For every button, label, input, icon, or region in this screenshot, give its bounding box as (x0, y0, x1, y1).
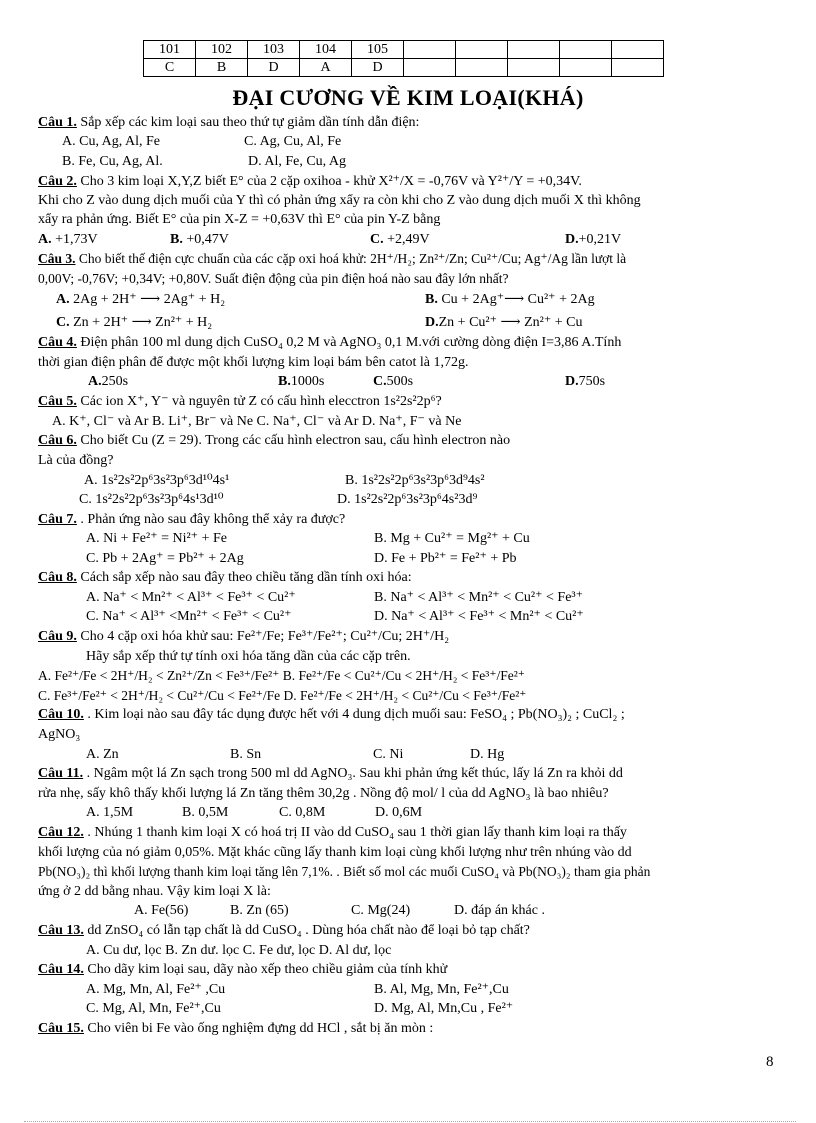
option-letter: B. (278, 374, 291, 389)
options-row: A. K⁺, Cl⁻ và Ar B. Li⁺, Br⁻ và Ne C. Na⁺, Cl⁻ và Ar D. Na⁺, F⁻ và Ne (52, 414, 462, 429)
question-text: Cho biết thế điện cực chuẩn của các cặp oxi hoá khử: 2H⁺/H₂; Zn²⁺/Zn; Cu²⁺/Cu; Ag⁺/Ag lần lượt là (75, 251, 627, 266)
question-text: rửa nhẹ, sấy khô thấy khối lượng lá Zn tăng thêm 30,2g . Nồng độ mol/ l của dd AgNO₃ là bao nhiêu? (38, 786, 609, 801)
answer-table-cell: 102 (196, 41, 248, 59)
option-b: B. 1s²2s²2p⁶3s²3p⁶3d⁹4s² (345, 473, 485, 488)
option-text: +0,21V (578, 232, 622, 247)
option-c (370, 231, 430, 248)
question-text: AgNO₃ (38, 727, 81, 742)
question-text: ứng ở 2 dd bằng nhau. Vậy kim loại X là: (38, 884, 271, 899)
question-text: xẩy ra phản ứng. Biết E° của pin X-Z = +0,63V thì E° của pin Y-Z bằng (38, 212, 441, 227)
option-letter: D. (565, 374, 579, 389)
options-row: C. Fe³⁺/Fe²⁺ < 2H⁺/H₂ < Cu²⁺/Cu < Fe²⁺/Fe D. Fe²⁺/Fe < 2H⁺/H₂ < Cu²⁺/Cu < Fe³⁺/Fe²⁺ (38, 688, 527, 703)
question-9 (38, 628, 449, 645)
question-text: . Ngâm một lá Zn sạch trong 500 ml dd AgNO₃. Sau khi phản ứng kết thúc, lấy lá Zn ra khỏi dd (83, 766, 623, 781)
question-13 (38, 922, 530, 939)
answer-table-cell (456, 59, 508, 77)
answer-table-cell (612, 59, 664, 77)
option-text: Zn + 2H⁺ ⟶ Zn²⁺ + H₂ (69, 315, 213, 330)
question-text: Cách sắp xếp nào sau đây theo chiều tăng dần tính oxi hóa: (76, 570, 412, 585)
answer-table-cell (508, 41, 560, 59)
option-c: C. Ni (373, 747, 404, 762)
question-text: khối lượng của nó giảm 0,05%. Mặt khác cũng lấy thanh kim loại cùng khối lượng như trên nhúng vào dd (38, 845, 632, 860)
option-letter: A. (56, 292, 70, 307)
option-letter: A. (88, 374, 102, 389)
question-15 (38, 1020, 433, 1037)
question-text: Điện phân 100 ml dung dịch CuSO₄ 0,2 M và AgNO₃ 0,1 M.với cường dòng điện I=3,86 A.Tính (76, 335, 622, 350)
option-a: A. Mg, Mn, Al, Fe²⁺ ,Cu (86, 982, 226, 997)
option-c: C. Pb + 2Ag⁺ = Pb²⁺ + 2Ag (86, 551, 244, 566)
question-text: dd ZnSO₄ có lẫn tạp chất là dd CuSO₄ . Dùng hóa chất nào để loại bỏ tạp chất? (83, 923, 530, 938)
question-4 (38, 334, 621, 351)
option-c: C. 0,8M (279, 805, 326, 820)
option-text: Cu + 2Ag⁺⟶ Cu²⁺ + 2Ag (437, 292, 595, 307)
option-b: B. Zn (65) (230, 903, 289, 918)
option-c (56, 314, 212, 331)
answer-table-cell (404, 41, 456, 59)
question-label: Câu 5. (38, 394, 77, 409)
question-label: Câu 3. (38, 251, 76, 266)
answer-table-cell: D (352, 59, 404, 77)
option-a: A. Fe(56) (134, 903, 189, 918)
answer-table-header-row (144, 41, 664, 59)
question-text: Cho 3 kim loại X,Y,Z biết E° của 2 cặp oxihoa - khử X²⁺/X = -0,76V và Y²⁺/Y = +0,34V. (76, 174, 582, 189)
answer-table (143, 40, 664, 77)
option-a (38, 231, 98, 248)
option-b: B. 0,5M (182, 805, 229, 820)
option-letter: B. (170, 232, 183, 247)
option-c (373, 373, 413, 390)
question-label: Câu 10. (38, 707, 84, 722)
option-b: B. Mg + Cu²⁺ = Mg²⁺ + Cu (374, 531, 530, 546)
option-d (565, 231, 621, 248)
answer-table-cell: 104 (300, 41, 352, 59)
option-text: +1,73V (51, 232, 98, 247)
question-7 (38, 511, 345, 528)
question-text: Khi cho Z vào dung dịch muối của Y thì có phản ứng xẩy ra còn khi cho Z vào dung dịch muối X thì không (38, 193, 641, 208)
option-letter: C. (56, 315, 70, 330)
question-text: . Phản ứng nào sau đây không thể xảy ra được? (76, 512, 346, 527)
option-text: 500s (386, 374, 414, 389)
answer-table-cell: B (196, 59, 248, 77)
option-d: D. Na⁺ < Al³⁺ < Fe³⁺ < Mn²⁺ < Cu²⁺ (374, 609, 584, 624)
question-text: Các ion X⁺, Y⁻ và nguyên tử Z có cấu hình elecctron 1s²2s²2p⁶? (76, 394, 442, 409)
answer-table-cell: A (300, 59, 352, 77)
answer-table-cell: 101 (144, 41, 196, 59)
option-d: D. đáp án khác . (454, 903, 545, 918)
option-text: 750s (578, 374, 606, 389)
option-a (56, 291, 225, 308)
question-11 (38, 765, 623, 782)
option-d (565, 373, 605, 390)
option-text: 2Ag + 2H⁺ ⟶ 2Ag⁺ + H₂ (69, 292, 226, 307)
answer-table-cell: 103 (248, 41, 300, 59)
option-d: D. Al, Fe, Cu, Ag (248, 154, 347, 169)
question-label: Câu 9. (38, 629, 77, 644)
option-b (170, 231, 229, 248)
question-label: Câu 14. (38, 962, 84, 977)
option-a (88, 373, 128, 390)
option-letter: A. (38, 232, 52, 247)
question-text: Cho dãy kim loại sau, dãy nào xếp theo chiều giảm của tính khử (83, 962, 448, 977)
question-text: . Kim loại nào sau đây tác dụng được hết với 4 dung dịch muối sau: FeSO₄ ; Pb(NO₃)₂ ; CuCl₂ ; (83, 707, 625, 722)
option-b (425, 291, 595, 308)
option-b (278, 373, 324, 390)
option-a: A. Na⁺ < Mn²⁺ < Al³⁺ < Fe³⁺ < Cu²⁺ (86, 590, 296, 605)
question-text: Hãy sắp xếp thứ tự tính oxi hóa tăng dần của các cặp trên. (86, 649, 411, 664)
option-c: C. Ag, Cu, Al, Fe (244, 134, 342, 149)
option-letter: C. (370, 232, 384, 247)
question-label: Câu 12. (38, 825, 84, 840)
question-label: Câu 1. (38, 115, 77, 130)
question-text: 0,00V; -0,76V; +0,34V; +0,80V. Suất điện động của pin điện hoá nào sau đây lớn nhất? (38, 271, 509, 286)
question-text: Cho 4 cặp oxi hóa khử sau: Fe²⁺/Fe; Fe³⁺/Fe²⁺; Cu²⁺/Cu; 2H⁺/H₂ (76, 629, 450, 644)
option-b: B. Na⁺ < Al³⁺ < Mn²⁺ < Cu²⁺ < Fe³⁺ (374, 590, 583, 605)
question-label: Câu 2. (38, 174, 77, 189)
answer-table-cell (404, 59, 456, 77)
answer-table-cell: D (248, 59, 300, 77)
option-d (425, 314, 582, 331)
option-c: C. Na⁺ < Al³⁺ <Mn²⁺ < Fe³⁺ < Cu²⁺ (86, 609, 292, 624)
question-label: Câu 4. (38, 335, 77, 350)
option-a: A. Cu, Ag, Al, Fe (62, 134, 161, 149)
option-d: D. 1s²2s²2p⁶3s²3p⁶4s²3d⁹ (337, 492, 478, 507)
question-10 (38, 706, 625, 723)
option-d: D. Mg, Al, Mn,Cu , Fe²⁺ (374, 1001, 514, 1016)
options-row: A. Cu dư, lọc B. Zn dư. lọc C. Fe dư, lọc D. Al dư, lọc (86, 943, 392, 958)
option-a: A. Zn (86, 747, 119, 762)
option-a: A. 1s²2s²2p⁶3s²3p⁶3d¹⁰4s¹ (84, 473, 230, 488)
option-text: Zn + Cu²⁺ ⟶ Zn²⁺ + Cu (438, 315, 583, 330)
question-label: Câu 8. (38, 570, 77, 585)
option-a: A. Ni + Fe²⁺ = Ni²⁺ + Fe (86, 531, 227, 546)
option-d: D. Fe + Pb²⁺ = Fe²⁺ + Pb (374, 551, 517, 566)
option-letter: B. (425, 292, 438, 307)
option-c: C. Mg, Al, Mn, Fe²⁺,Cu (86, 1001, 221, 1016)
answer-table-cell: C (144, 59, 196, 77)
question-6 (38, 432, 510, 449)
option-d: D. 0,6M (375, 805, 423, 820)
option-c: C. Mg(24) (351, 903, 411, 918)
option-c: C. 1s²2s²2p⁶3s²3p⁶4s¹3d¹⁰ (79, 492, 224, 507)
question-2 (38, 173, 582, 190)
options-row: A. Fe²⁺/Fe < 2H⁺/H₂ < Zn²⁺/Zn < Fe³⁺/Fe²⁺ B. Fe²⁺/Fe < Cu²⁺/Cu < 2H⁺/H₂ < Fe³⁺/Fe²⁺ (38, 668, 525, 683)
option-b: B. Sn (230, 747, 262, 762)
question-label: Câu 15. (38, 1021, 84, 1036)
answer-table-cell (560, 41, 612, 59)
question-14 (38, 961, 447, 978)
option-letter: C. (373, 374, 387, 389)
answer-table-cell (560, 59, 612, 77)
question-text: thời gian điện phân để được một khối lượng kim loại bám bên catot là 1,72g. (38, 355, 469, 370)
page-bottom-divider (24, 1121, 796, 1122)
question-text: Sắp xếp các kim loại sau theo thứ tự giảm dần tính dẫn điện: (76, 115, 420, 130)
option-text: +2,49V (383, 232, 430, 247)
option-text: +0,47V (182, 232, 229, 247)
question-text: Cho biết Cu (Z = 29). Trong các cấu hình electron sau, cấu hình electron nào (76, 433, 511, 448)
option-text: 250s (101, 374, 129, 389)
question-8 (38, 569, 412, 586)
answer-table-cell (456, 41, 508, 59)
question-label: Câu 6. (38, 433, 77, 448)
question-12 (38, 824, 627, 841)
question-1 (38, 114, 419, 131)
question-text: Là của đồng? (38, 453, 114, 468)
question-label: Câu 13. (38, 923, 84, 938)
answer-table-cell: 105 (352, 41, 404, 59)
question-text: . Nhúng 1 thanh kim loại X có hoá trị II vào dd CuSO₄ sau 1 thời gian lấy thanh kim loại ra thấy (83, 825, 627, 840)
page-number: 8 (766, 1054, 774, 1070)
option-a: A. 1,5M (86, 805, 134, 820)
answer-table-cell (508, 59, 560, 77)
option-text: 1000s (290, 374, 325, 389)
page-title: ĐẠI CƯƠNG VỀ KIM LOẠI(KHÁ) (232, 85, 584, 110)
option-letter: D. (425, 315, 439, 330)
option-d: D. Hg (470, 747, 505, 762)
question-text: Pb(NO₃)₂ thì khối lượng thanh kim loại tăng lên 7,1%. . Biết số mol các muối CuSO₄ và Pb(NO₃)₂ tham gia phản (38, 864, 651, 879)
option-letter: D. (565, 232, 579, 247)
question-label: Câu 11. (38, 766, 84, 781)
answer-table-answer-row (144, 59, 664, 77)
question-5 (38, 393, 442, 410)
option-b: B. Fe, Cu, Ag, Al. (62, 154, 163, 169)
question-3 (38, 250, 626, 267)
question-text: Cho viên bi Fe vào ống nghiệm đựng dd HCl , sắt bị ăn mòn : (83, 1021, 434, 1036)
option-b: B. Al, Mg, Mn, Fe²⁺,Cu (374, 982, 509, 997)
answer-table-cell (612, 41, 664, 59)
question-label: Câu 7. (38, 512, 77, 527)
